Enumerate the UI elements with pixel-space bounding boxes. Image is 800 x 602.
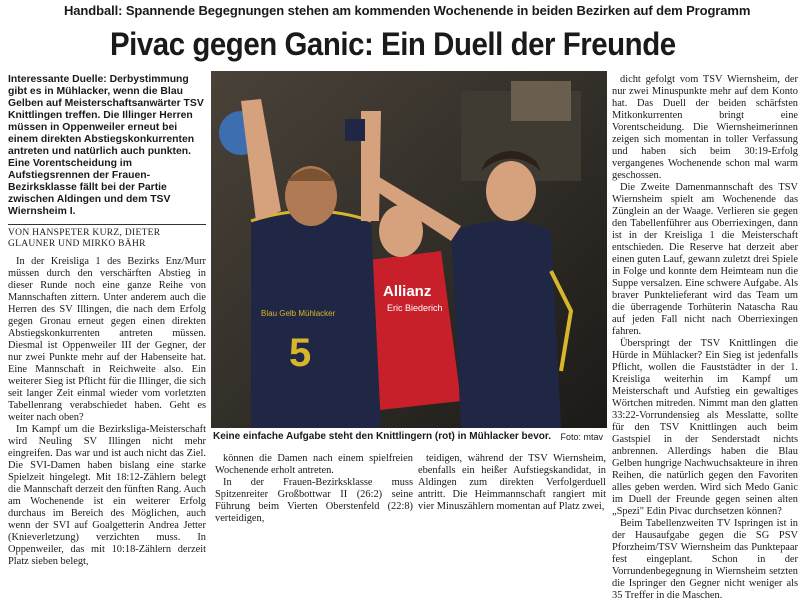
article-column-4: [612, 74, 798, 601]
jersey-number: 5: [289, 331, 312, 375]
photo-caption: [213, 431, 605, 442]
headline: Pivac gegen Ganic: Ein Duell der Freunde: [110, 26, 676, 62]
caption-text: Keine einfache Aufgabe steht den Knittlingern (rot) in Mühlacker bevor.: [213, 431, 552, 442]
paragraph: Überspringt der TSV Knittlingen die Hürde in Mühlacker? Ein Sieg ist jedenfalls Pflicht, wollen die Fauststädter in der 1. Kreisliga weiterhin im Kampf um Meisterschaft und Aufstieg ein gewaltiges Wörtchen mitreden. Nimmt man den glatten 33:22-Vorrundensieg als Messlatte, sollte für den TSV Knittlingen auch beim Gastspiel in der Senderstadt nichts anbrennen. Allerdings haben die Blau Gelben hungrige Nachwuchsakteure in ihren Reihen, die natürlich gegen den Favoriten alles geben werden. Wird sich Medo Ganic im Duell der Freunde gegen seinen alten „Spezi" Edin Pivac durchsetzen können?: [612, 338, 798, 517]
paragraph: Im Kampf um die Bezirksliga-Meisterschaft wird Neuling SV Illingen nicht mehr eingreifen. Das war und ist auch nicht das Ziel. Die SVI-Damen haben bislang eine starke Spielzeit hingelegt. Mit 18:12-Zählern belegt die Mannschaft derzeit den fünften Rang. Auch am Wochenende ist ein weiterer Erfolg durchaus im Bereich des Möglichen, auch wenn der SVI auf Goalgetterin Andrea Jetter (Knieverletzung) verzichten muss. In Oppenweiler, das mit 10:18-Zählern derzeit Platz sieben belegt,: [8, 424, 206, 567]
paragraph: Die Zweite Damenmannschaft des TSV Wiernsheim spielt am Wochenende das Zünglein an der Waage. Verlieren sie gegen den Tabellenführer aus Oberriexingen, dann ist in der Kreisliga 1 die Meisterschaft entschieden. Die Reserve hat derzeit aber einen guten Lauf, gewann zuletzt drei Spiele in Folge und konnte dem Heimteam nun die Suppe versalzen. Eine schwere Aufgabe. Als braver Punktelieferant wird das Team um die überragende Torhüterin Natascha Rau auf jeden Fall nicht nach Oberriexingen fahren.: [612, 182, 798, 337]
paragraph: können die Damen nach einem spielfreien Wochenende erholt antreten.: [215, 453, 413, 476]
paragraph: Beim Tabellenzweiten TV Ispringen ist in der Hausaufgabe gegen die SG PSV Pforzheim/TSV Wiernsheim das Punktepaar fest eingeplant. Schon in der Vorrundenbegegnung in Wiernsheim setzten die Ispringer den Gegner nicht weniger als 35 Treffer in die Maschen.: [612, 518, 798, 601]
byline: VON HANSPETER KURZ, DIETER GLAUNER UND MIRKO BÄHR: [8, 224, 206, 250]
article-column-3: [418, 453, 606, 511]
jersey-sponsor: Blau Gelb Mühlacker: [261, 309, 336, 318]
lead-text: Interessante Duelle: Derbystimmung gibt es in Mühlacker, wenn die Blau Gelben auf Meisterschaftsanwärter TSV Knittlingen treffen. Die Illinger Herren müssen in Oppenweiler erneut bei einem direkten Abstiegskonkurrenten antreten und natürlich auch punkten. Eine Vorentscheidung im Aufstiegsrennen der Frauen-Bezirksklasse fällt bei der Partie zwischen Aldingen und dem TSV Wiernsheim I.: [8, 74, 204, 217]
kicker: Handball: Spannende Begegnungen stehen am kommenden Wochenende in beiden Bezirken auf dem Programm: [64, 3, 751, 18]
paragraph: In der Frauen-Bezirksklasse muss Spitzenreiter Großbottwar II (26:2) seine Führung beim Vierten Oberstenfeld (22:8) verteidigen,: [215, 477, 413, 524]
paragraph: dicht gefolgt vom TSV Wiernsheim, der nur zwei Minuspunkte mehr auf dem Konto hat. Das Duell der beiden schärfsten Mitkonkurrenten bringt eine Vorentscheidung. Die Wiernsheimerinnen zeigen sich momentan in toller Verfassung und haben sich beim 30:19-Erfolg vergangenes Wochenende schon mal warm geschossen.: [612, 74, 798, 181]
shirt-sponsor-1: Allianz: [383, 283, 432, 300]
handball-photo: [211, 71, 607, 428]
paragraph: teidigen, während der TSV Wiernsheim, ebenfalls ein heißer Aufstiegskandidat, in Aldingen zum direkten Verfolgerduell antritt. Die Heimmannschaft rangiert mit vier Minuszählern momentan auf Platz zwei,: [418, 453, 606, 512]
article-column-2: [215, 453, 413, 524]
article-column-1: [8, 74, 206, 567]
photo-illustration: [211, 71, 607, 428]
photo-credit: Foto: mtav: [560, 432, 603, 442]
shirt-sponsor-2: Eric Biederich: [387, 303, 443, 313]
paragraph: In der Kreisliga 1 des Bezirks Enz/Murr müssen durch den verschärften Abstieg in dieser Runde noch eine ganze Reihe von Mannschaften zittern. Unter anderem auch die Herren des SV Illingen, die nach dem Erfolg gegen Gronau erneut gegen einen direkten Abstiegskonkurrenten antreten müssen. Diesmal ist Oppenweiler III der Gegner, der nur zwei Punkte mehr auf der Habenseite hat. Eine Mannschaft in Reichweite also. Ein weiterer Sieg ist Pflicht für die Illinger, die sich seit langer Zeit einmal wieder vom vorletzten Tabellenrang verabschiedet haben. Geht es weiter nach oben?: [8, 256, 206, 423]
